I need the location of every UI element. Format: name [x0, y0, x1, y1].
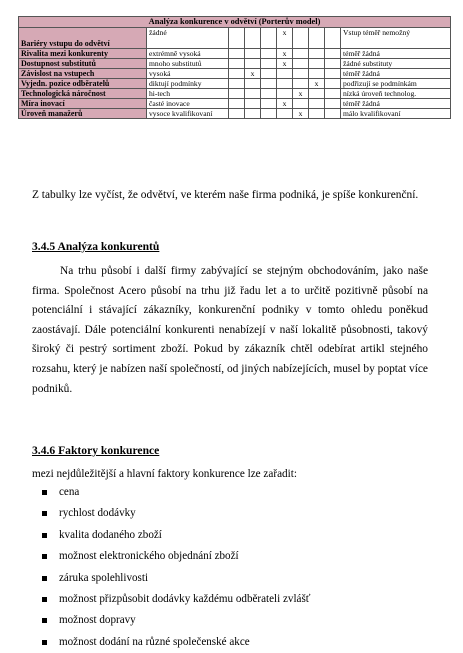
list-item — [32, 610, 432, 631]
row-label: Dostupnost substitutů — [19, 59, 147, 69]
row-label: Vyjedn. pozice odběratelů — [19, 79, 147, 89]
rating-cell: x — [245, 69, 261, 79]
rating-cell — [245, 59, 261, 69]
rating-cell — [325, 89, 341, 99]
row-right-value: téměř žádná — [341, 69, 451, 79]
table-row — [19, 28, 451, 49]
row-left-value: žádné — [147, 28, 229, 49]
row-label: Úroveň manažerů — [19, 109, 147, 119]
rating-cell: x — [277, 99, 293, 109]
row-label: Míra inovací — [19, 99, 147, 109]
list-item — [32, 503, 432, 524]
rating-cell — [229, 109, 245, 119]
row-right-value: podřizují se podmínkám — [341, 79, 451, 89]
rating-cell — [261, 99, 277, 109]
square-bullet-icon — [42, 576, 47, 581]
rating-cell: x — [293, 89, 309, 99]
table-conclusion: Z tabulky lze vyčíst, že odvětví, ve kterém naše firma podniká, je spíše konkurenční. — [32, 189, 419, 201]
rating-cell — [293, 59, 309, 69]
rating-cell: x — [277, 59, 293, 69]
rating-cell — [229, 49, 245, 59]
table-row — [19, 99, 451, 109]
rating-cell — [309, 89, 325, 99]
rating-cell — [229, 59, 245, 69]
list-item-text: záruka spolehlivosti — [59, 571, 149, 584]
rating-cell — [277, 79, 293, 89]
porter-analysis-table — [18, 16, 451, 119]
row-right-value: téměř žádná — [341, 49, 451, 59]
row-left-value: mnoho substitutů — [147, 59, 229, 69]
list-item — [32, 568, 432, 589]
rating-cell — [245, 89, 261, 99]
rating-cell — [277, 109, 293, 119]
section-heading-competitors: 3.4.5 Analýza konkurentů — [32, 240, 160, 253]
rating-cell — [325, 79, 341, 89]
rating-cell — [293, 49, 309, 59]
rating-cell — [325, 49, 341, 59]
rating-cell — [245, 49, 261, 59]
rating-cell — [261, 59, 277, 69]
list-item — [32, 546, 432, 567]
row-label: Rivalita mezi konkurenty — [19, 49, 147, 59]
rating-cell — [293, 28, 309, 49]
row-left-value: časté inovace — [147, 99, 229, 109]
rating-cell — [261, 89, 277, 99]
row-left-value: vysoká — [147, 69, 229, 79]
table-row — [19, 89, 451, 99]
rating-cell — [245, 99, 261, 109]
rating-cell — [325, 109, 341, 119]
row-right-value: téměř žádná — [341, 99, 451, 109]
rating-cell — [309, 69, 325, 79]
square-bullet-icon — [42, 554, 47, 559]
table-row — [19, 49, 451, 59]
rating-cell — [309, 99, 325, 109]
rating-cell — [229, 28, 245, 49]
row-right-value: nízká úroveň technolog. — [341, 89, 451, 99]
section-heading-factors: 3.4.6 Faktory konkurence — [32, 444, 160, 457]
rating-cell: x — [293, 109, 309, 119]
rating-cell — [261, 49, 277, 59]
list-item-text: možnost dodání na různé společenské akce — [59, 635, 250, 648]
row-label: Závislost na vstupech — [19, 69, 147, 79]
rating-cell — [325, 69, 341, 79]
rating-cell — [261, 79, 277, 89]
square-bullet-icon — [42, 640, 47, 645]
square-bullet-icon — [42, 511, 47, 516]
list-item-text: možnost přizpůsobit dodávky každému odběrateli zvlášť — [59, 592, 311, 605]
list-item — [32, 632, 432, 653]
row-left-value: hi-tech — [147, 89, 229, 99]
list-item-text: rychlost dodávky — [59, 507, 136, 520]
rating-cell — [325, 99, 341, 109]
row-label: Technologická náročnost — [19, 89, 147, 99]
list-item — [32, 589, 432, 610]
rating-cell — [245, 79, 261, 89]
rating-cell — [229, 69, 245, 79]
rating-cell — [245, 28, 261, 49]
rating-cell — [229, 79, 245, 89]
rating-cell — [293, 79, 309, 89]
rating-cell — [309, 28, 325, 49]
rating-cell: x — [309, 79, 325, 89]
rating-cell — [277, 69, 293, 79]
list-item-text: kvalita dodaného zboží — [59, 528, 162, 541]
square-bullet-icon — [42, 597, 47, 602]
rating-cell — [261, 109, 277, 119]
factor-list — [32, 482, 432, 653]
square-bullet-icon — [42, 618, 47, 623]
row-right-value: Vstup téměř nemožný — [341, 28, 451, 49]
rating-cell: x — [277, 28, 293, 49]
rating-cell — [309, 49, 325, 59]
rating-cell — [309, 59, 325, 69]
rating-cell — [325, 28, 341, 49]
rating-cell — [261, 28, 277, 49]
table-row — [19, 59, 451, 69]
row-label: Bariéry vstupu do odvětví — [19, 28, 147, 49]
square-bullet-icon — [42, 490, 47, 495]
row-left-value: diktují podmínky — [147, 79, 229, 89]
list-item-text: cena — [59, 486, 80, 498]
table-row — [19, 109, 451, 119]
rating-cell — [293, 99, 309, 109]
row-right-value: žádné substituty — [341, 59, 451, 69]
competitors-paragraph: Na trhu působí i další firmy zabývající se stejným obchodováním, jako naše firma. Společnost Acero působí na trhu již řadu let a to určitě pozitivně působí na potenciální i stávající zákazníky, konkurenční podniky v tomto ohledu poněkud zaostávají. Dále potenciální konkurenti nenabízejí v naší lokalitě působnosti, takový široký či pestrý sortiment zboží. Pokud by zákazník chtěl odebírat artikl stejného rozsahu, který je nabízen naší společností, od jiných nabízejících, musel by poptat více podniků. — [32, 265, 428, 395]
list-item — [32, 525, 432, 546]
rating-cell — [229, 99, 245, 109]
table-title-row — [19, 17, 451, 28]
table-title: Analýza konkurence v odvětví (Porterův model) — [19, 17, 451, 28]
rating-cell — [309, 109, 325, 119]
rating-cell — [325, 59, 341, 69]
table-row — [19, 79, 451, 89]
rating-cell: x — [277, 49, 293, 59]
rating-cell — [293, 69, 309, 79]
list-item-text: možnost dopravy — [59, 614, 136, 627]
rating-cell — [245, 109, 261, 119]
square-bullet-icon — [42, 533, 47, 538]
list-item — [32, 482, 432, 503]
row-left-value: extrémně vysoká — [147, 49, 229, 59]
list-item-text: možnost elektronického objednání zboží — [59, 550, 239, 563]
row-right-value: málo kvalifikovaní — [341, 109, 451, 119]
rating-cell — [261, 69, 277, 79]
factors-intro: mezi nejdůležitější a hlavní faktory konkurence lze zařadit: — [32, 468, 297, 480]
rating-cell — [277, 89, 293, 99]
row-left-value: vysoce kvalifikovaní — [147, 109, 229, 119]
rating-cell — [229, 89, 245, 99]
table-row — [19, 69, 451, 79]
